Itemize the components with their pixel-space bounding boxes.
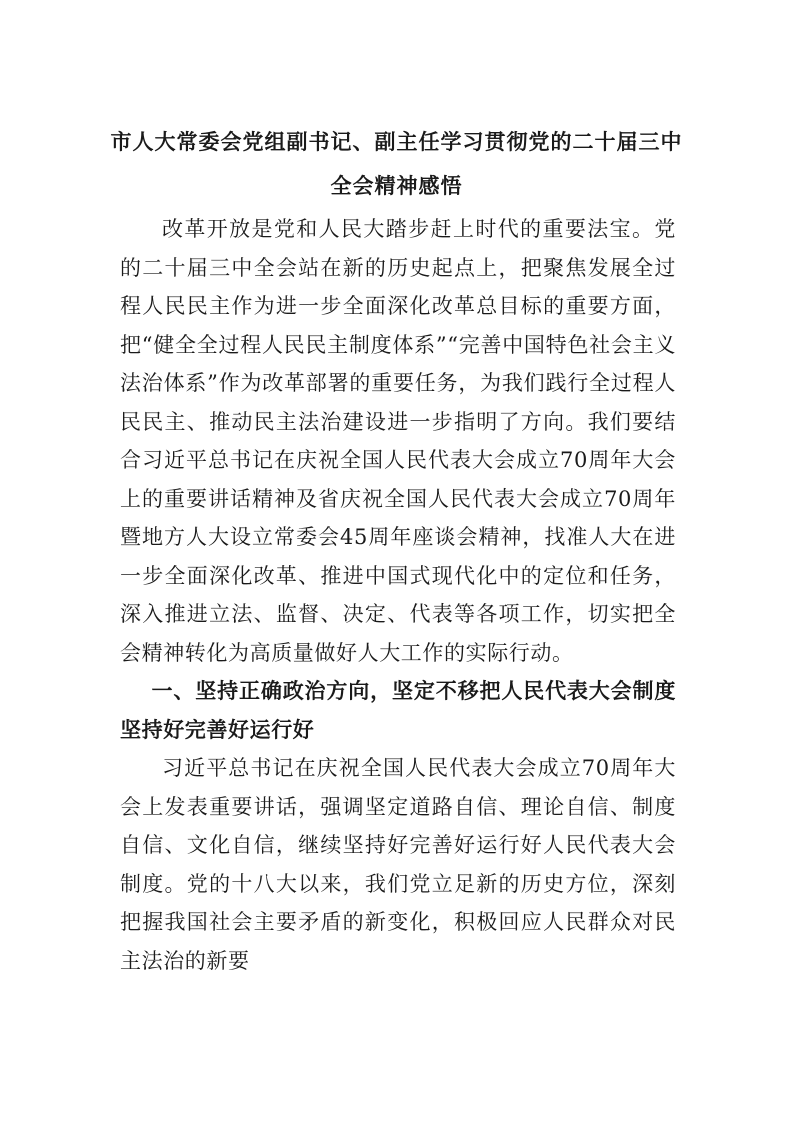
document-body [120, 210, 676, 980]
intro-paragraph: 改革开放是党和人民大踏步赶上时代的重要法宝。党的二十届三中全会站在新的历史起点上，把聚焦发展全过程人民民主作为进一步全面深化改革总目标的重要方面，把“健全全过程人民民主制度体系”“完善中国特色社会主义法治体系”作为改革部署的重要任务，为我们践行全过程人民民主、推动民主法治建设进一步指明了方向。我们要结合习近平总书记在庆祝全国人民代表大会成立70周年大会上的重要讲话精神及省庆祝全国人民代表大会成立70周年暨地方人大设立常委会45周年座谈会精神，找准人大在进一步全面深化改革、推进中国式现代化中的定位和任务，深入推进立法、监督、决定、代表等各项工作，切实把全会精神转化为高质量做好人大工作的实际行动。 [120, 217, 676, 665]
document-title: 市人大常委会党组副书记、副主任学习贯彻党的二十届三中全会精神感悟 [110, 130, 683, 198]
section-1-heading: 一、坚持正确政治方向，坚定不移把人民代表大会制度坚持好完善好运行好 [120, 679, 676, 742]
section-1-paragraph: 习近平总书记在庆祝全国人民代表大会成立70周年大会上发表重要讲话，强调坚定道路自信、理论自信、制度自信、文化自信，继续坚持好完善好运行好人民代表大会制度。党的十八大以来，我们党立足新的历史方位，深刻把握我国社会主要矛盾的新变化，积极回应人民群众对民主法治的新要 [120, 756, 676, 973]
